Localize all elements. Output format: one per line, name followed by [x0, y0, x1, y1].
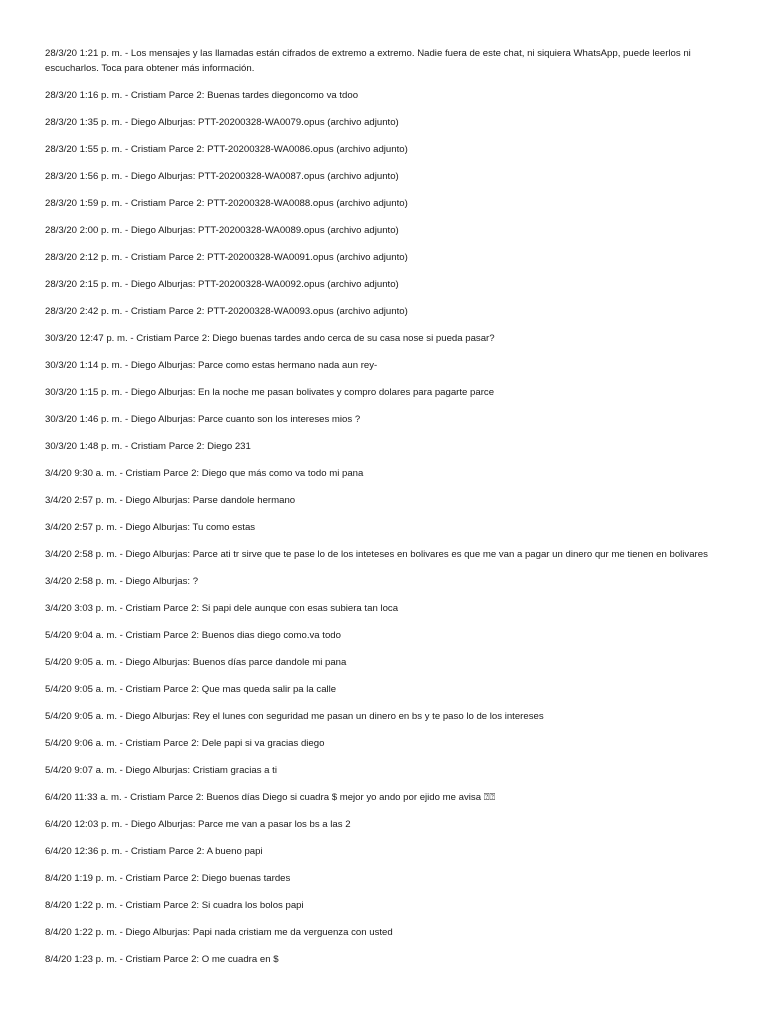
chat-line: 28/3/20 1:55 p. m. - Cristiam Parce 2: PTT-20200328-WA0086.opus (archivo adjunto) — [45, 144, 408, 155]
chat-line: 5/4/20 9:05 a. m. - Cristiam Parce 2: Que mas queda salir pa la calle — [45, 684, 337, 695]
chat-line: 28/3/20 2:15 p. m. - Diego Alburjas: PTT-20200328-WA0092.opus (archivo adjunto) — [45, 279, 399, 290]
chat-line: 5/4/20 9:05 a. m. - Diego Alburjas: Buenos días parce dandole mi pana — [45, 657, 347, 668]
chat-line: 5/4/20 9:07 a. m. - Diego Alburjas: Cristiam gracias a ti — [45, 765, 277, 776]
chat-line: 3/4/20 2:57 p. m. - Diego Alburjas: Tu como estas — [45, 522, 256, 533]
chat-line: 5/4/20 9:06 a. m. - Cristiam Parce 2: Dele papi si va gracias diego — [45, 738, 325, 749]
chat-line: 5/4/20 9:04 a. m. - Cristiam Parce 2: Buenos dias diego como.va todo — [45, 630, 341, 641]
chat-line: 3/4/20 2:58 p. m. - Diego Alburjas: ? — [45, 576, 199, 587]
chat-line: 3/4/20 3:03 p. m. - Cristiam Parce 2: Si papi dele aunque con esas subiera tan loca — [45, 603, 399, 614]
chat-line: 3/4/20 2:57 p. m. - Diego Alburjas: Parse dandole hermano — [45, 495, 296, 506]
chat-line: 28/3/20 1:56 p. m. - Diego Alburjas: PTT-20200328-WA0087.opus (archivo adjunto) — [45, 171, 399, 182]
chat-line: 28/3/20 2:12 p. m. - Cristiam Parce 2: PTT-20200328-WA0091.opus (archivo adjunto) — [45, 252, 408, 263]
chat-line: 3/4/20 9:30 a. m. - Cristiam Parce 2: Diego que más como va todo mi pana — [45, 468, 364, 479]
chat-line: 5/4/20 9:05 a. m. - Diego Alburjas: Rey el lunes con seguridad me pasan un dinero en bs y te paso lo de los intereses — [45, 711, 544, 722]
chat-line: 6/4/20 12:36 p. m. - Cristiam Parce 2: A bueno papi — [45, 846, 263, 857]
chat-line: 30/3/20 12:47 p. m. - Cristiam Parce 2: Diego buenas tardes ando cerca de su casa nose si pueda pasar? — [45, 333, 495, 344]
chat-transcript — [45, 46, 725, 979]
chat-line: 28/3/20 2:42 p. m. - Cristiam Parce 2: PTT-20200328-WA0093.opus (archivo adjunto) — [45, 306, 408, 317]
chat-line: 30/3/20 1:46 p. m. - Diego Alburjas: Parce cuanto son los intereses mios ? — [45, 414, 361, 425]
chat-line: 3/4/20 2:58 p. m. - Diego Alburjas: Parce ati tr sirve que te pase lo de los inteteses en bolivares es que me van a pagar un dinero qur me tienen en bolivares — [45, 549, 708, 560]
chat-line: 6/4/20 11:33 a. m. - Cristiam Parce 2: Buenos días Diego si cuadra $ mejor yo ando por ejido me avisa ⍰⍰ — [45, 792, 496, 803]
chat-line: 30/3/20 1:14 p. m. - Diego Alburjas: Parce como estas hermano nada aun rey- — [45, 360, 378, 371]
chat-line: 8/4/20 1:22 p. m. - Cristiam Parce 2: Si cuadra los bolos papi — [45, 900, 304, 911]
chat-line: 28/3/20 1:21 p. m. - Los mensajes y las llamadas están cifrados de extremo a extremo. Nadie fuera de este chat, ni siquiera WhatsApp, puede leerlos ni escucharlos. Toca para obtener más información. — [45, 48, 691, 74]
chat-line: 28/3/20 1:35 p. m. - Diego Alburjas: PTT-20200328-WA0079.opus (archivo adjunto) — [45, 117, 399, 128]
chat-line: 30/3/20 1:15 p. m. - Diego Alburjas: En la noche me pasan bolivates y compro dolares para pagarte parce — [45, 387, 495, 398]
chat-line: 8/4/20 1:19 p. m. - Cristiam Parce 2: Diego buenas tardes — [45, 873, 291, 884]
chat-line: 6/4/20 12:03 p. m. - Diego Alburjas: Parce me van a pasar los bs a las 2 — [45, 819, 351, 830]
chat-line: 30/3/20 1:48 p. m. - Cristiam Parce 2: Diego 231 — [45, 441, 251, 452]
chat-line: 28/3/20 2:00 p. m. - Diego Alburjas: PTT-20200328-WA0089.opus (archivo adjunto) — [45, 225, 399, 236]
chat-line: 8/4/20 1:22 p. m. - Diego Alburjas: Papi nada cristiam me da verguenza con usted — [45, 927, 393, 938]
chat-line: 8/4/20 1:23 p. m. - Cristiam Parce 2: O me cuadra en $ — [45, 954, 279, 965]
chat-line: 28/3/20 1:16 p. m. - Cristiam Parce 2: Buenas tardes diegoncomo va tdoo — [45, 90, 359, 101]
chat-line: 28/3/20 1:59 p. m. - Cristiam Parce 2: PTT-20200328-WA0088.opus (archivo adjunto) — [45, 198, 408, 209]
